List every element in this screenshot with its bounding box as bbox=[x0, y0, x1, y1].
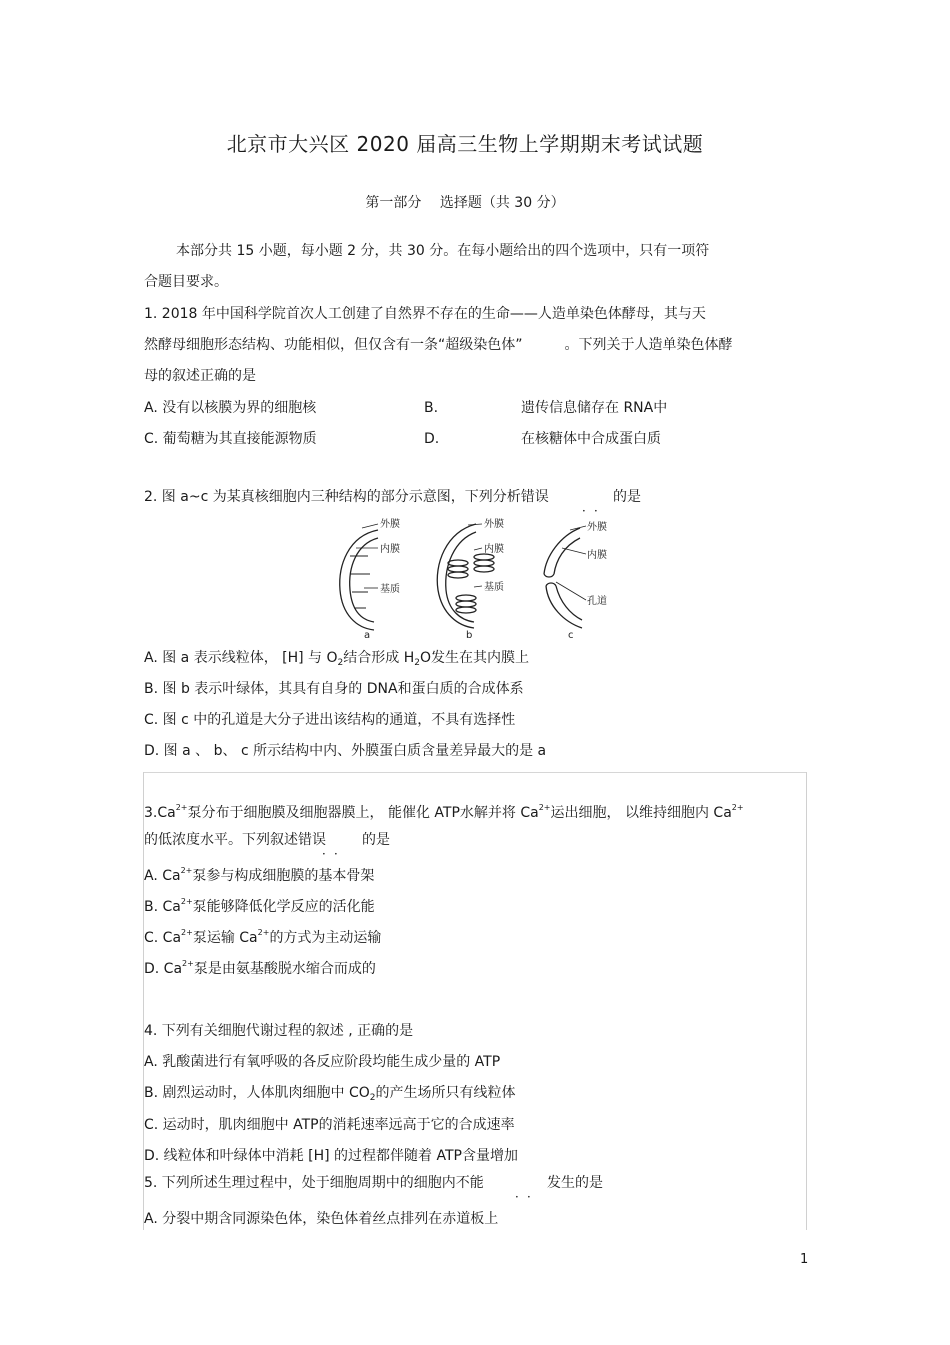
q2-option-c: C. 图 c 中的孔道是大分子进出该结构的通道，不具有选择性 bbox=[144, 712, 516, 728]
q1-stem-line-3: 母的叙述正确的是 bbox=[144, 368, 256, 384]
fig-caption-c: c bbox=[568, 630, 574, 640]
fig-caption-a: a bbox=[364, 630, 371, 640]
fig-caption-b: b bbox=[466, 630, 473, 640]
page-title: 北京市大兴区 2020 届高三生物上学期期末考试试题 bbox=[226, 132, 704, 156]
q4-option-a: A. 乳酸菌进行有氧呼吸的各反应阶段均能生成少量的 ATP bbox=[144, 1054, 501, 1070]
q1-stem-line-1: 1. 2018 年中国科学院首次人工创建了自然界不存在的生命——人造单染色体酵母，其与天 bbox=[144, 306, 706, 322]
fig-c-label-inner: 内膜 bbox=[587, 550, 607, 561]
q4-option-b: B. 剧烈运动时，人体肌肉细胞中 $CO_2$的产生场所只有线粒体 bbox=[144, 1085, 516, 1103]
intro-line-1: 本部分共 15 小题，每小题 2 分，共 30 分。在每小题给出的四个选项中，只有一项符 bbox=[176, 243, 710, 259]
q3-option-d: D. $Ca^{2+}$泵是由氨基酸脱水缩合而成的 bbox=[144, 959, 376, 977]
q2-option-b: B. 图 b 表示叶绿体，其具有自身的 DNA和蛋白质的合成体系 bbox=[144, 681, 524, 697]
q5-stem-tail: 发生的是 bbox=[547, 1175, 603, 1191]
q3-emphasis-dots: ．． bbox=[322, 843, 353, 857]
q3-option-b: B. $Ca^{2+}$泵能够降低化学反应的活化能 bbox=[144, 897, 375, 915]
fig-a-label-matrix: 基质 bbox=[380, 584, 400, 595]
q2-stem: 2. 图 a~c 为某真核细胞内三种结构的部分示意图，下列分析错误 bbox=[144, 489, 549, 505]
fig-b-label-outer: 外膜 bbox=[484, 519, 504, 530]
q1-option-d-label: D. bbox=[424, 431, 440, 447]
fig-b-label-matrix: 基质 bbox=[484, 582, 504, 593]
fig-a-label-inner: 内膜 bbox=[380, 544, 400, 555]
q5-option-a: A. 分裂中期含同源染色体，染色体着丝点排列在赤道板上 bbox=[144, 1211, 499, 1227]
q3-stem-tail: 的是 bbox=[362, 832, 390, 848]
scan-frame-top bbox=[143, 772, 806, 773]
fig-a-label-outer: 外膜 bbox=[380, 519, 400, 530]
q3-stem-line-2: 的低浓度水平。下列叙述错误 bbox=[144, 832, 326, 848]
q5-emphasis-dots: ．． bbox=[515, 1186, 546, 1200]
q1-option-b-label: B. bbox=[424, 400, 439, 416]
page-number: 1 bbox=[800, 1252, 809, 1267]
q3-option-c: C. $Ca^{2+}$泵运输 $Ca^{2+}$的方式为主动运输 bbox=[144, 928, 382, 946]
q5-stem: 5. 下列所述生理过程中，处于细胞周期中的细胞内不能 bbox=[144, 1175, 484, 1191]
q4-option-d: D. 线粒体和叶绿体中消耗 [H] 的过程都伴随着 ATP含量增加 bbox=[144, 1148, 518, 1164]
q2-option-d: D. 图 a 、 b、 c 所示结构中内、外膜蛋白质含量差异最大的是 a bbox=[144, 743, 547, 759]
intro-line-2: 合题目要求。 bbox=[144, 274, 228, 290]
fig-b-label-inner: 内膜 bbox=[484, 544, 504, 555]
q3-stem-line-1: $3.Ca^{2+}$泵分布于细胞膜及细胞器膜上， 能催化 ATP水解并将 $Ca^{2+}$运出细胞， 以维持细胞内 $Ca^{2+}$ bbox=[144, 803, 744, 821]
q1-option-a: A. 没有以核膜为界的细胞核 bbox=[144, 400, 317, 416]
q2-stem-tail: 的是 bbox=[613, 489, 641, 505]
organelle-figure bbox=[334, 516, 613, 640]
q2-option-a: A. 图 a 表示线粒体， [H] 与 $O_2$结合形成 $H_2O$发生在其内膜上 bbox=[144, 650, 530, 668]
q1-stem-line-2: 然酵母细胞形态结构、功能相似，但仅含有一条“超级染色体” 。下列关于人造单染色体酵 bbox=[144, 337, 733, 353]
q4-option-c: C. 运动时，肌肉细胞中 ATP的消耗速率远高于它的合成速率 bbox=[144, 1117, 515, 1133]
q1-option-c: C. 葡萄糖为其直接能源物质 bbox=[144, 431, 317, 447]
q4-stem: 4. 下列有关细胞代谢过程的叙述 , 正确的是 bbox=[144, 1023, 414, 1039]
q1-option-d-text: 在核糖体中合成蛋白质 bbox=[521, 431, 661, 447]
fig-c-label-pore: 孔道 bbox=[587, 596, 607, 607]
scan-frame-right bbox=[806, 772, 807, 1230]
fig-c-label-outer: 外膜 bbox=[587, 522, 607, 533]
section-heading: 第一部分 选择题（共 30 分） bbox=[365, 195, 565, 211]
q2-emphasis-dots: ．． bbox=[582, 500, 613, 514]
q3-option-a: A. $Ca^{2+}$泵参与构成细胞膜的基本骨架 bbox=[144, 866, 375, 884]
q1-option-b-text: 遗传信息储存在 RNA中 bbox=[521, 400, 668, 416]
